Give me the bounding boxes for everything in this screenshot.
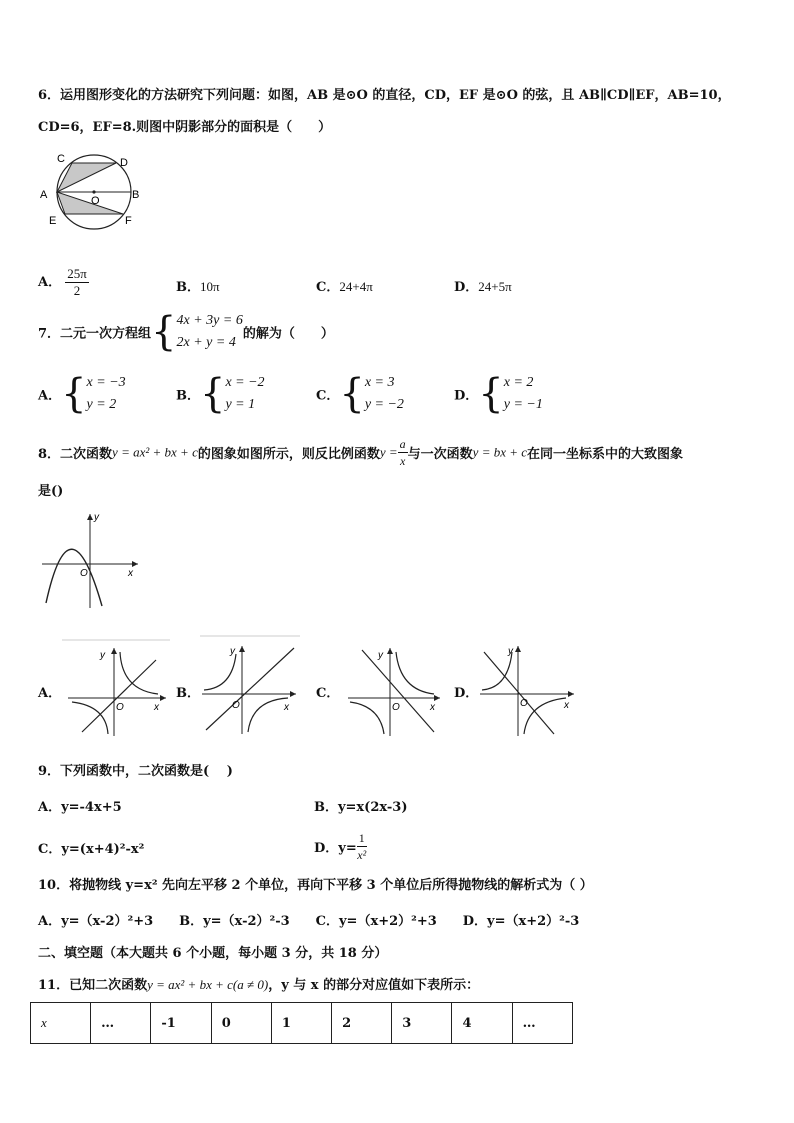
q7-option-d: D．{ x = 2 y = −1: [454, 371, 543, 417]
axis-y-label: y: [100, 650, 105, 661]
q8-option-b-graph: [198, 634, 302, 738]
axis-y-label: y: [94, 512, 99, 523]
axis-x-label: x: [430, 702, 435, 713]
table-cell: …: [91, 1003, 151, 1044]
section-heading: 二、填空题（本大题共 6 个小题，每小题 3 分，共 18 分）: [38, 946, 388, 961]
q8-line1: 8．二次函数y = ax² + bx + c的图象如图所示，则反比例函数y = $\frac{a}{x}$ 与一次函数y = bx + c在同一坐标系中的大致图象: [38, 437, 684, 468]
q11-stem: 11．已知二次函数y = ax² + bx + c(a ≠ 0)，y 与 x 的部分对应值如下表所示：: [38, 977, 480, 993]
table-cell: 2: [332, 1003, 392, 1044]
table-cell: …: [512, 1003, 572, 1044]
q8-option-c-graph: [344, 638, 444, 738]
label-O: O: [91, 195, 100, 207]
q8-option-b-label: B．: [176, 686, 200, 701]
table-cell: 0: [211, 1003, 271, 1044]
q9-option-a: A．y=-4x+5: [38, 800, 122, 815]
q9-option-b: B．y=x(2x-3): [314, 800, 408, 815]
q10-stem: 10．将抛物线 y=x² 先向左平移 2 个单位，再向下平移 3 个单位后所得抛物线的解析式为（ ）: [38, 878, 593, 893]
q8-option-d-graph: [476, 638, 580, 738]
q9-option-d: D．y= $\frac{1}{\text{x²}}$: [314, 831, 367, 862]
q8-option-c-label: C．: [316, 686, 340, 701]
label-A: A: [40, 189, 48, 201]
axis-x-label: x: [284, 702, 289, 713]
q7-option-c: C．{ x = 3 y = −2: [316, 371, 404, 417]
q6-circle-figure: [34, 148, 146, 232]
q8-option-d-label: D．: [454, 686, 479, 701]
origin-label: O: [232, 700, 240, 711]
q8-parabola-graph: [38, 508, 148, 612]
axis-x-label: x: [564, 700, 569, 711]
q8-line2: 是(): [38, 484, 64, 499]
q8-option-a-graph: [62, 638, 170, 738]
label-E: E: [49, 215, 57, 227]
origin-label: O: [80, 568, 88, 579]
q6-option-d: D．24+5π: [454, 279, 512, 295]
q6-option-b: B．10π: [176, 279, 220, 295]
label-C: C: [57, 153, 65, 165]
label-D: D: [120, 157, 128, 169]
q9-option-c: C．y=(x+4)²-x²: [38, 842, 145, 857]
origin-label: O: [116, 702, 124, 713]
axis-y-label: y: [230, 646, 235, 657]
q6-option-c: C．24+4π: [316, 279, 373, 295]
axis-x-label: x: [154, 702, 159, 713]
label-F: F: [125, 215, 132, 227]
q6-option-a: A． $\frac{25\pi}{2}$: [38, 266, 87, 298]
q11-value-table: [30, 1002, 573, 1044]
table-row: [31, 1003, 573, 1044]
table-cell: 3: [392, 1003, 452, 1044]
axis-y-label: y: [508, 646, 513, 657]
label-B: B: [132, 189, 140, 201]
q10-options: A．y=（x-2）²+3 B．y=（x-2）²-3 C．y=（x+2）²+3 D．y=（x+2）²-3: [38, 914, 580, 929]
table-cell: -1: [151, 1003, 211, 1044]
axis-y-label: y: [378, 650, 383, 661]
q6-line2: CD=6，EF=8.则图中阴影部分的面积是（ ）: [38, 120, 332, 135]
table-cell: x: [31, 1003, 91, 1044]
q7-option-a: A．{ x = −3 y = 2: [38, 371, 126, 417]
table-cell: 4: [452, 1003, 512, 1044]
origin-label: O: [392, 702, 400, 713]
origin-label: O: [520, 698, 528, 709]
q9-stem: 9．下列函数中，二次函数是( ): [38, 764, 233, 779]
q7-stem: 7．二元一次方程组{ 4x + 3y = 6 2x + y = 4 的解为（ ）: [38, 309, 334, 355]
q7-option-b: B．{ x = −2 y = 1: [176, 371, 265, 417]
q8-option-a-label: A．: [38, 686, 62, 701]
table-cell: 1: [271, 1003, 331, 1044]
axis-x-label: x: [128, 568, 133, 579]
q6-line1: 6．运用图形变化的方法研究下列问题：如图，AB 是⊙O 的直径，CD，EF 是⊙O 的弦，且 AB∥CD∥EF，AB=10，: [38, 88, 731, 103]
